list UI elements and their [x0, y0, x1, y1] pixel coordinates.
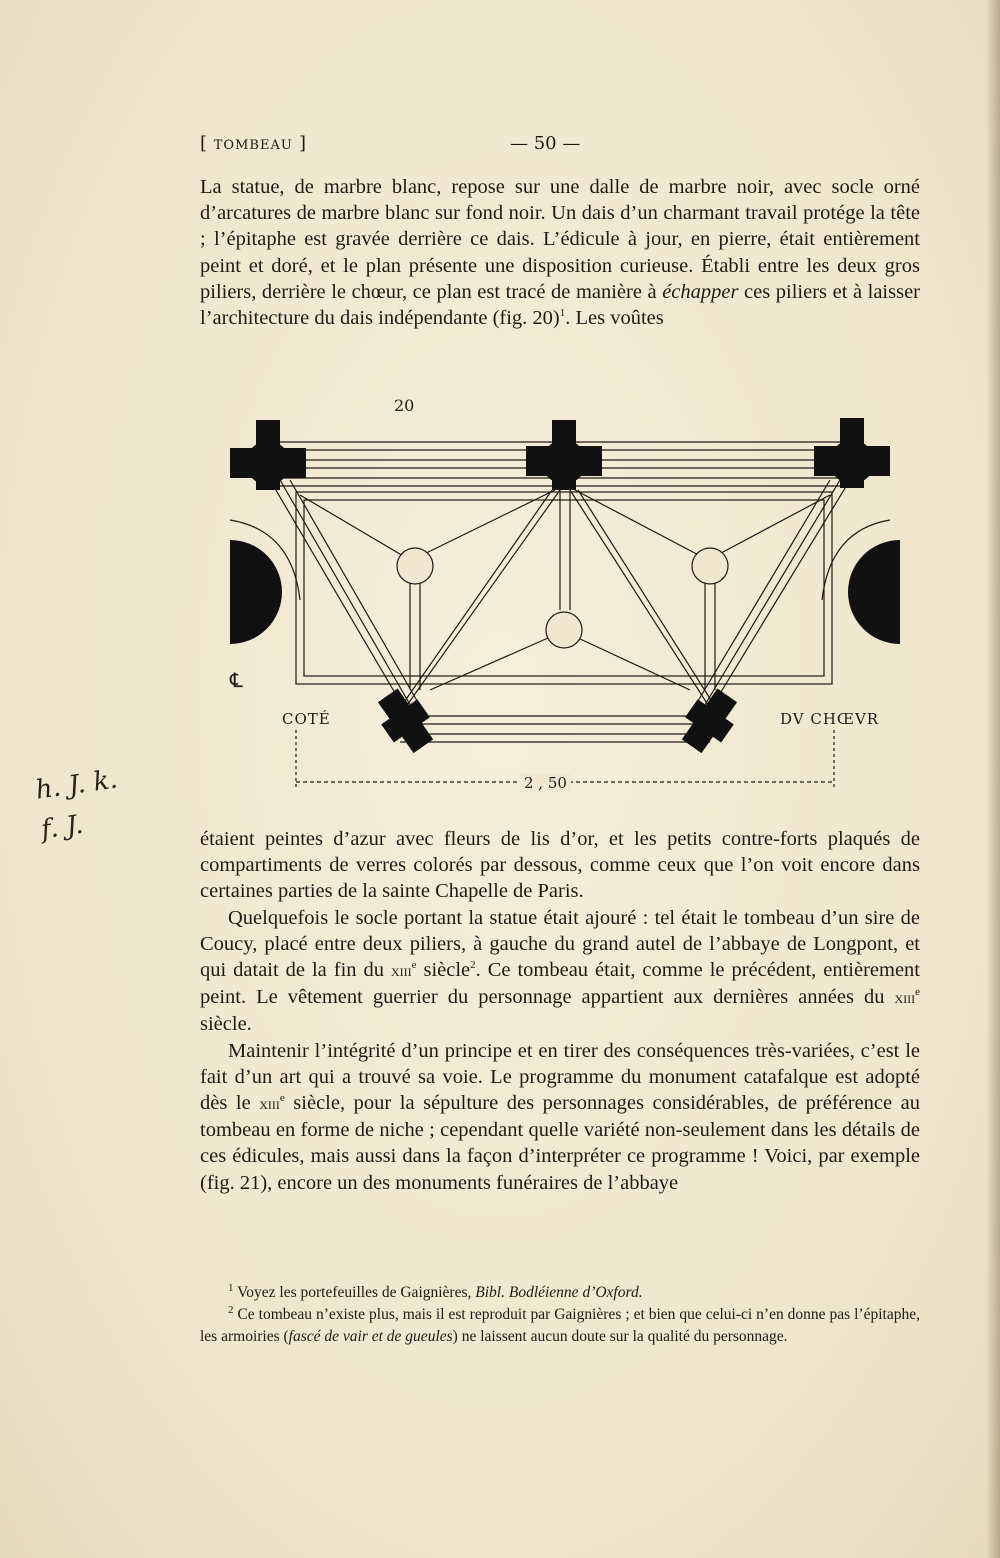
footnote-1: $^1$ Voyez les portefeuilles de Gaignières, Bibl. Bodléienne d’Oxford.	[228, 1281, 643, 1301]
handwritten-margin-note	[33, 750, 197, 880]
label-du-choeur: DV CHŒVR	[780, 710, 880, 728]
footnote-ref-1: 1	[559, 307, 566, 320]
figure-number: 20	[394, 396, 415, 415]
label-cote: COTÉ	[282, 710, 331, 728]
figure-20-plan	[200, 390, 920, 810]
footnote-ref-2: 2	[470, 959, 476, 972]
paragraph-1: La statue, de marbre blanc, repose sur une dalle de marbre noir, avec socle orné d’arcatures de marbre blanc sur fond noir. Un dais d’un charmant travail protége la tête ; l’épitaphe est gravée derrière ce dais. L’édicule à jour, en pierre, était entièrement peint et doré, et le plan présente une disposition curieuse. Établi entre les deux gros piliers, derrière le chœur, ce plan est tracé de manière à échapper ces piliers et à laisser l’architecture du dais indépendante (fig. 20)$^1$. Les voûtes	[200, 176, 920, 330]
margin-note-line-1: h. J. k.	[33, 764, 120, 806]
page-number: — 50 —	[510, 133, 581, 154]
page-edge-shadow	[986, 0, 1000, 1558]
footnotes	[200, 1282, 920, 1348]
margin-note-line-2: f. J.	[39, 809, 86, 846]
running-header	[200, 133, 920, 163]
body-text-continued	[200, 826, 920, 1196]
plan-drawing	[200, 390, 920, 810]
running-title: [ TOMBEAU ]	[200, 133, 307, 154]
footnote-2: $^2$ Ce tombeau n’existe plus, mais il est reproduit par Gaignières ; et bien que celui-ci n’en donne pas l’épitaphe, les armoiries (fascé de vair et de gueules) ne laissent aucun doute sur la qualité du personnage.	[200, 1303, 920, 1345]
paragraph-2: étaient peintes d’azur avec fleurs de lis d’or, et les petits contre-forts plaqués de compartiments de verres colorés par dessous, comme ceux que l’on voit encore dans certaines parties de la sainte Chapelle de Paris.	[200, 828, 920, 903]
scale-dimension: 2 , 50	[520, 774, 571, 792]
paragraph-3: Quelquefois le socle portant la statue était ajouré : tel était le tombeau d’un sire de Coucy, placé entre deux piliers, à gauche du grand autel de l’abbaye de Longpont, et qui datait de la fin du xiii$^e$ siècle$^2$. Ce tombeau était, comme le précédent, entièrement peint. Le vêtement guerrier du personnage appartient aux dernières années du xiii$^e$ siècle.	[200, 906, 920, 1036]
figure-left-mark: ℄	[230, 668, 243, 692]
paragraph-4: Maintenir l’intégrité d’un principe et en tirer des conséquences très-variées, c’est le fait d’un art qui a trouvé sa voie. Le programme du monument catafalque est adopté dès le xiii$^e$ siècle, pour la sépulture des personnages considérables, de préférence au tombeau en forme de niche ; cependant quelle variété non-seulement dans les détails de ces édicules, mais aussi dans la façon d’interpréter ce programme ! Voici, par exemple (fig. 21), encore un des monuments funéraires de l’abbaye	[200, 1039, 921, 1194]
